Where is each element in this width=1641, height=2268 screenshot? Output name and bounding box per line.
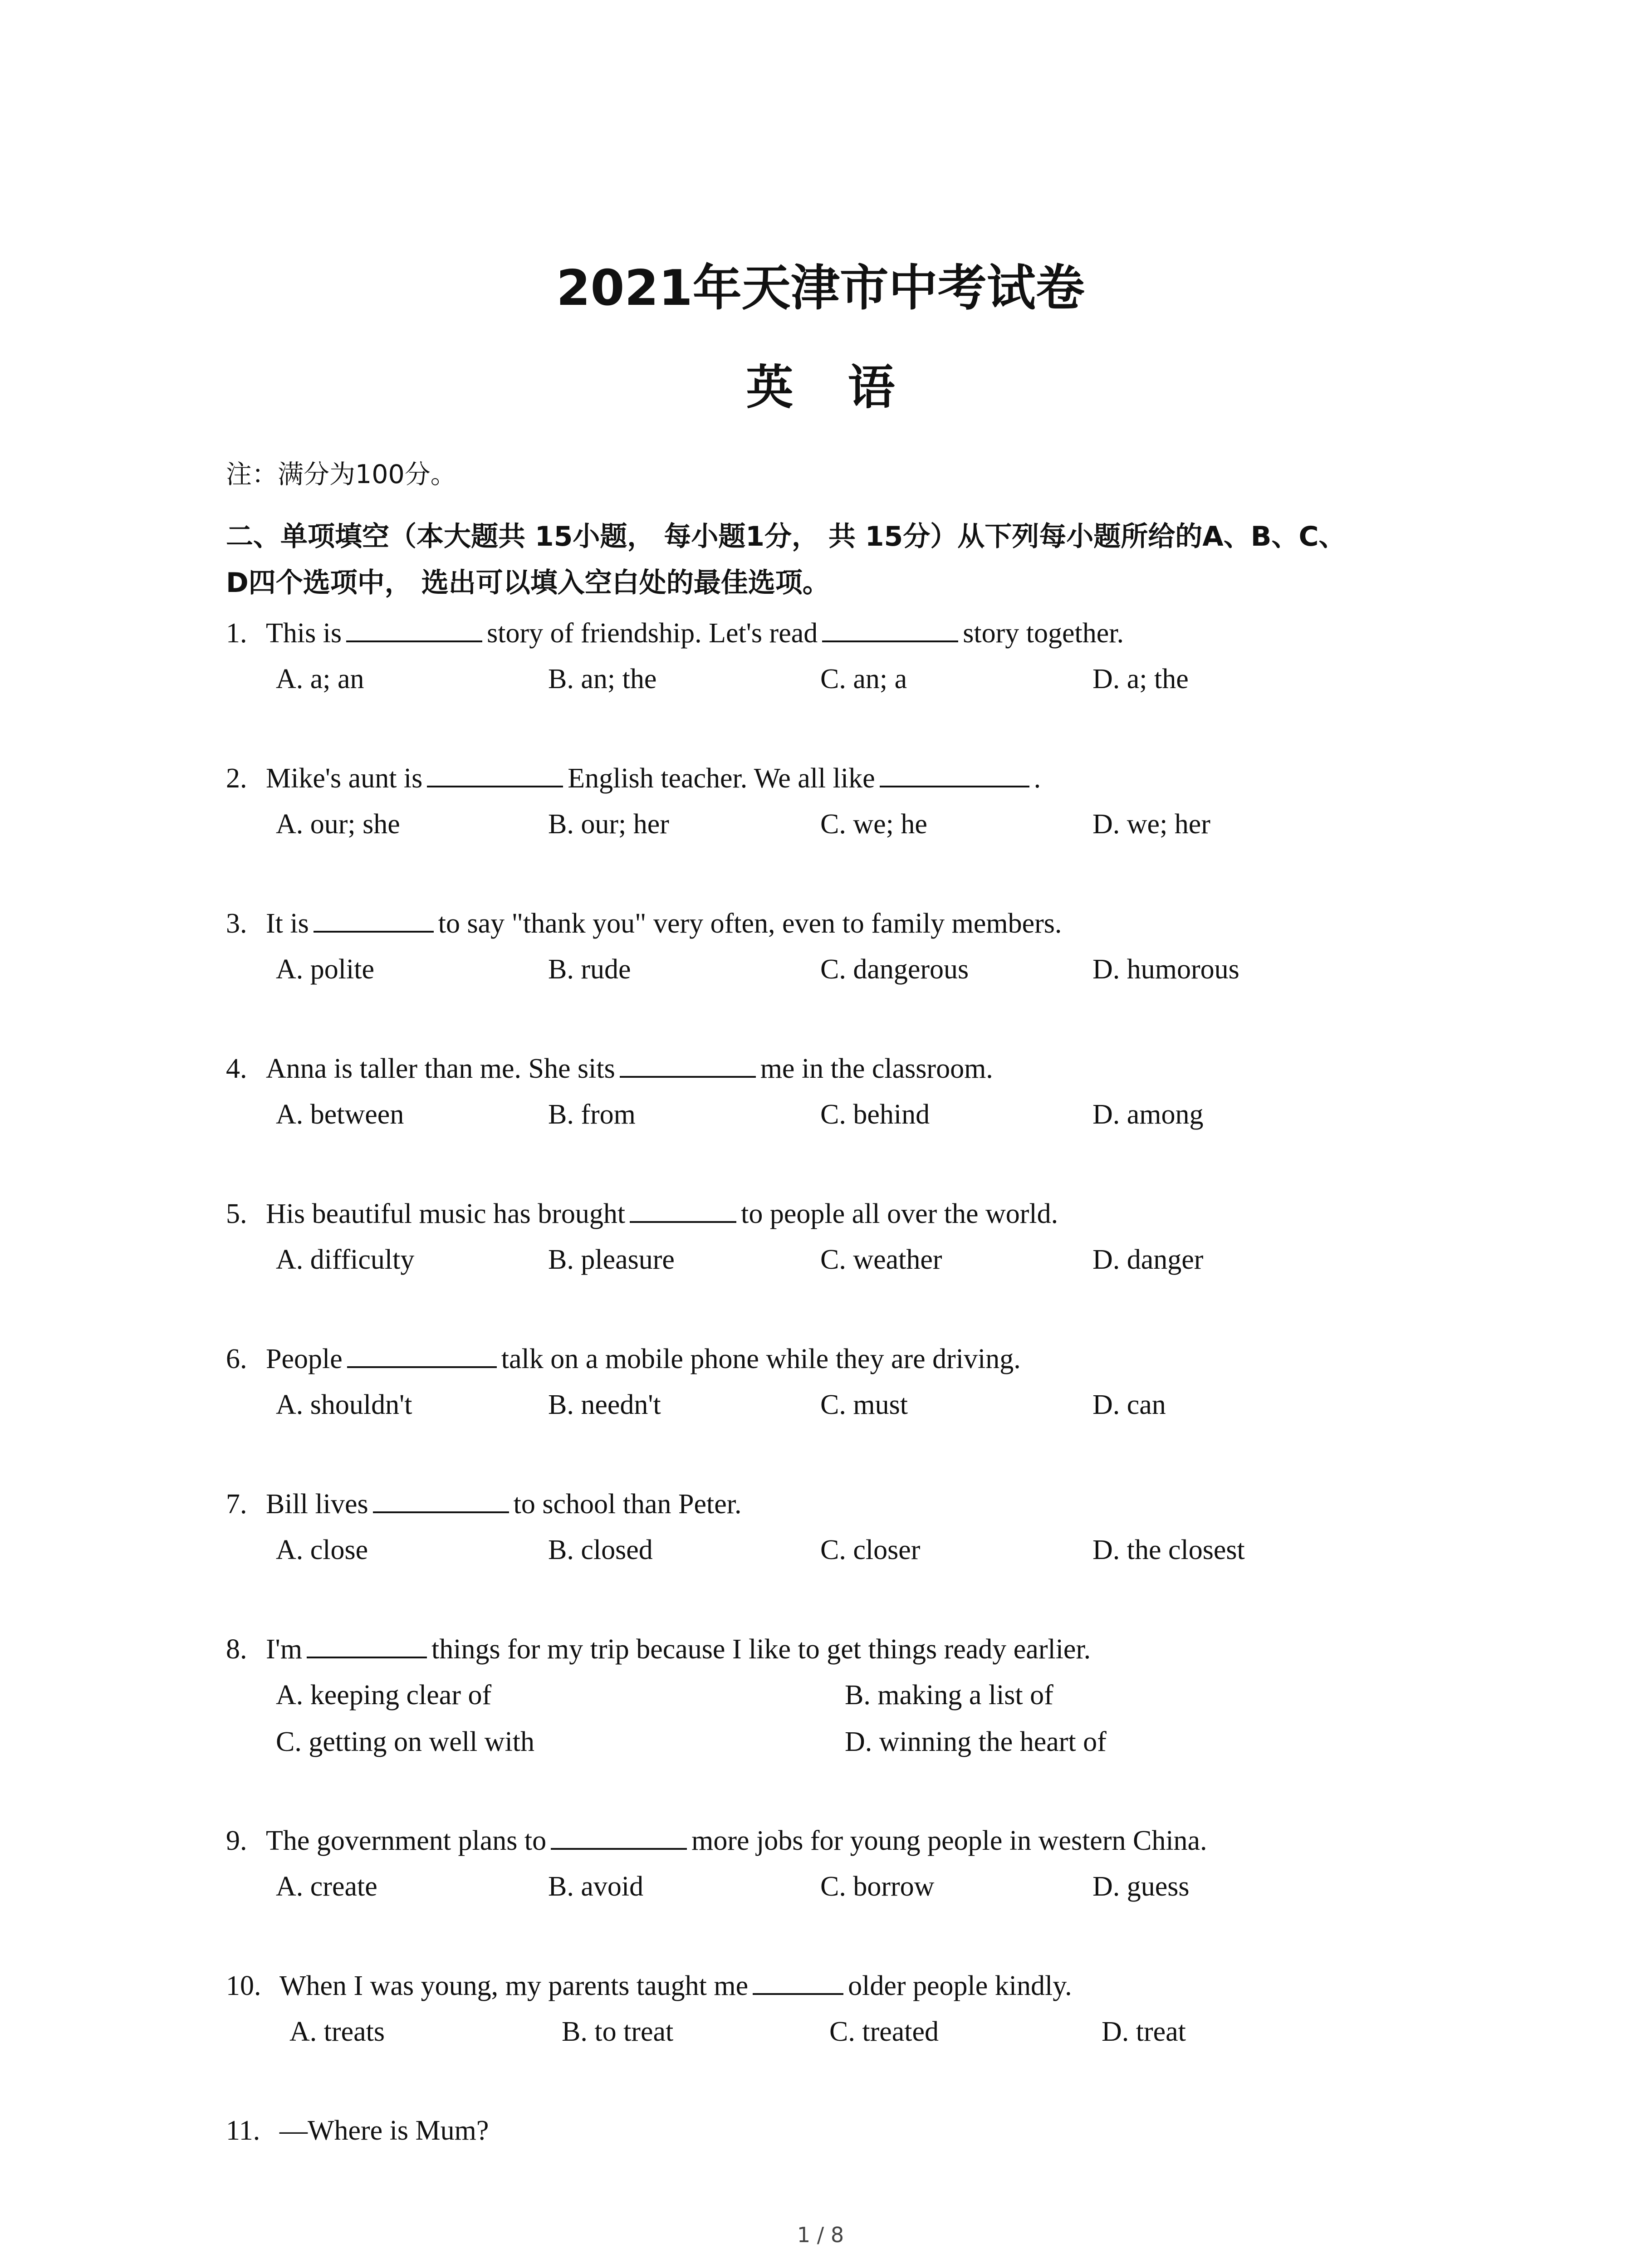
option-a: A. difficulty (276, 1244, 415, 1275)
answer-blank (307, 1633, 427, 1658)
option-b: B. pleasure (548, 1244, 675, 1275)
option-c: C. we; he (820, 809, 927, 840)
answer-blank (314, 907, 434, 933)
option-a: A. close (276, 1535, 368, 1565)
question-number: 6. (226, 1344, 247, 1374)
question-4: 4. Anna is taller than me. She sits me in the classroom. (226, 1053, 993, 1084)
option-d: D. humorous (1092, 954, 1239, 985)
question-8: 8. I'm things for my trip because I like to get things ready earlier. (226, 1634, 1091, 1665)
option-b: B. to treat (562, 2016, 674, 2047)
question-number: 11. (226, 2115, 260, 2146)
question-1: 1. This is story of friendship. Let's read story together. (226, 618, 1124, 649)
option-d: D. can (1092, 1389, 1166, 1420)
question-number: 7. (226, 1489, 247, 1520)
section-instruction-line-2: D四个选项中， 选出可以填入空白处的最佳选项。 (226, 567, 830, 599)
option-c: C. dangerous (820, 954, 969, 985)
question-3: 3. It is to say "thank you" very often, even to family members. (226, 908, 1062, 939)
option-d: D. treat (1102, 2016, 1186, 2047)
question-number: 4. (226, 1053, 247, 1084)
option-d: D. a; the (1092, 664, 1189, 694)
option-d: D. the closest (1092, 1535, 1245, 1565)
option-a: A. between (276, 1099, 404, 1130)
option-b: B. from (548, 1099, 636, 1130)
option-c: C. borrow (820, 1871, 935, 1902)
question-number: 2. (226, 763, 247, 794)
option-c: C. treated (829, 2016, 939, 2047)
option-a: A. treats (289, 2016, 385, 2047)
option-c: C. must (820, 1389, 908, 1420)
subject-title: 英语 (746, 360, 950, 415)
question-number: 5. (226, 1198, 247, 1229)
section-instruction-line-1: 二、单项填空（本大题共 15小题， 每小题1分， 共 15分）从下列每小题所给的A、B、C、 (226, 521, 1346, 552)
option-b: B. rude (548, 954, 631, 985)
answer-blank (620, 1052, 756, 1078)
option-b: B. needn't (548, 1389, 661, 1420)
option-a: A. a; an (276, 664, 364, 694)
question-2: 2. Mike's aunt is English teacher. We all like . (226, 763, 1041, 794)
option-c: C. behind (820, 1099, 930, 1130)
answer-blank (347, 1343, 497, 1368)
question-9: 9. The government plans to more jobs for young people in western China. (226, 1825, 1207, 1856)
option-a: A. our; she (276, 809, 400, 840)
option-a: A. shouldn't (276, 1389, 412, 1420)
question-number: 8. (226, 1634, 247, 1665)
question-5: 5. His beautiful music has brought to people all over the world. (226, 1198, 1058, 1229)
option-b: B. avoid (548, 1871, 644, 1902)
question-number: 1. (226, 618, 247, 649)
question-10: 10. When I was young, my parents taught me older people kindly. (226, 1970, 1072, 2001)
score-note: 注：满分为100分。 (226, 459, 456, 489)
option-a: A. create (276, 1871, 377, 1902)
question-number: 10. (226, 1970, 261, 2001)
answer-blank (373, 1488, 509, 1513)
page-number: 1 / 8 (797, 2223, 844, 2247)
option-b: B. our; her (548, 809, 669, 840)
option-c: C. getting on well with (276, 1726, 535, 1757)
answer-blank (427, 762, 563, 787)
question-7: 7. Bill lives to school than Peter. (226, 1489, 742, 1520)
answer-blank (551, 1824, 687, 1850)
question-number: 3. (226, 908, 247, 939)
option-d: D. danger (1092, 1244, 1204, 1275)
option-b: B. an; the (548, 664, 657, 694)
option-b: B. making a list of (845, 1680, 1053, 1711)
option-c: C. an; a (820, 664, 907, 694)
option-d: D. we; her (1092, 809, 1210, 840)
answer-blank (822, 617, 958, 642)
option-c: C. weather (820, 1244, 942, 1275)
question-6: 6. People talk on a mobile phone while they are driving. (226, 1344, 1021, 1374)
exam-title: 2021年天津市中考试卷 (556, 260, 1085, 317)
option-d: D. among (1092, 1099, 1204, 1130)
answer-blank (753, 1970, 843, 1995)
answer-blank (630, 1198, 736, 1223)
option-d: D. guess (1092, 1871, 1190, 1902)
option-c: C. closer (820, 1535, 921, 1565)
option-a: A. keeping clear of (276, 1680, 492, 1711)
answer-blank (346, 617, 482, 642)
option-a: A. polite (276, 954, 374, 985)
option-b: B. closed (548, 1535, 653, 1565)
question-11: 11. —Where is Mum? (226, 2115, 489, 2146)
question-number: 9. (226, 1825, 247, 1856)
option-d: D. winning the heart of (845, 1726, 1107, 1757)
answer-blank (880, 762, 1029, 787)
